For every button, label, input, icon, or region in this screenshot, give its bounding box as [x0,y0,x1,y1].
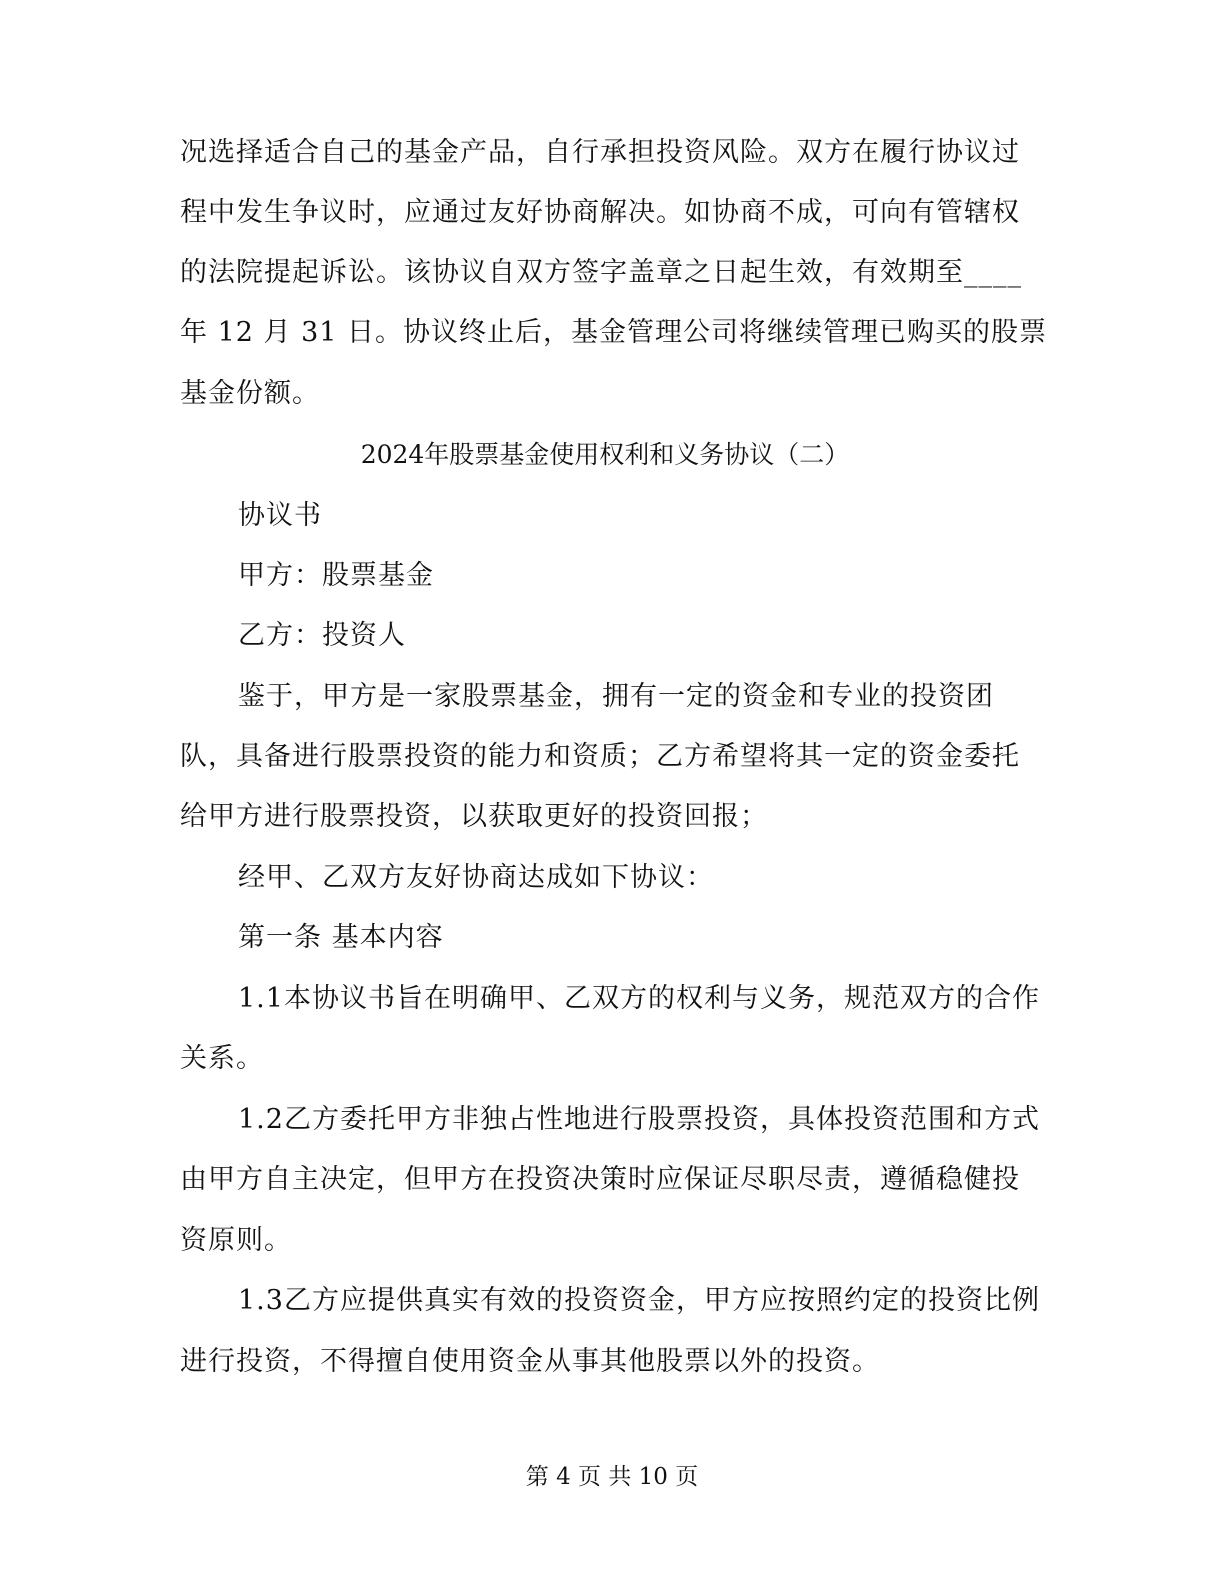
paragraph-line: 给甲方进行股票投资，以获取更好的投资回报； [180,801,768,832]
paragraph-line: 队，具备进行股票投资的能力和资质；乙方希望将其一定的资金委托 [180,741,1020,772]
clause-line: 进行投资，不得擅自使用资金从事其他股票以外的投资。 [180,1346,880,1377]
clause-line: 1.3乙方应提供真实有效的投资资金，甲方应按照约定的投资比例 [238,1285,1040,1316]
paragraph-line: 基金份额。 [180,378,320,409]
paragraph-line: 的法院提起诉讼。该协议自双方签字盖章之日起生效，有效期至____ [180,257,1022,288]
paragraph-line: 程中发生争议时，应通过友好协商解决。如协商不成，可向有管辖权 [180,197,1020,228]
agreement-intro: 经甲、乙双方友好协商达成如下协议： [238,862,714,893]
party-a: 甲方：股票基金 [238,560,434,591]
clause-line: 资原则。 [180,1225,292,1256]
clause-line: 1.2乙方委托甲方非独占性地进行股票投资，具体投资范围和方式 [238,1104,1040,1135]
clause-line: 关系。 [180,1043,264,1074]
article-heading: 第一条 基本内容 [238,922,444,953]
paragraph-line: 况选择适合自己的基金产品，自行承担投资风险。双方在履行协议过 [180,137,1020,168]
clause-line: 由甲方自主决定，但甲方在投资决策时应保证尽职尽责，遵循稳健投 [180,1164,1020,1195]
section-title: 2024年股票基金使用权利和义务协议（二） [360,440,850,469]
paragraph-line: 年 12 月 31 日。协议终止后，基金管理公司将继续管理已购买的股票 [180,317,1048,348]
page-number: 第 4 页 共 10 页 [525,1464,699,1490]
paragraph-line: 鉴于，甲方是一家股票基金，拥有一定的资金和专业的投资团 [238,681,994,712]
party-b: 乙方：投资人 [238,620,406,651]
document-label: 协议书 [238,500,322,531]
clause-line: 1.1本协议书旨在明确甲、乙双方的权利与义务，规范双方的合作 [238,983,1040,1014]
